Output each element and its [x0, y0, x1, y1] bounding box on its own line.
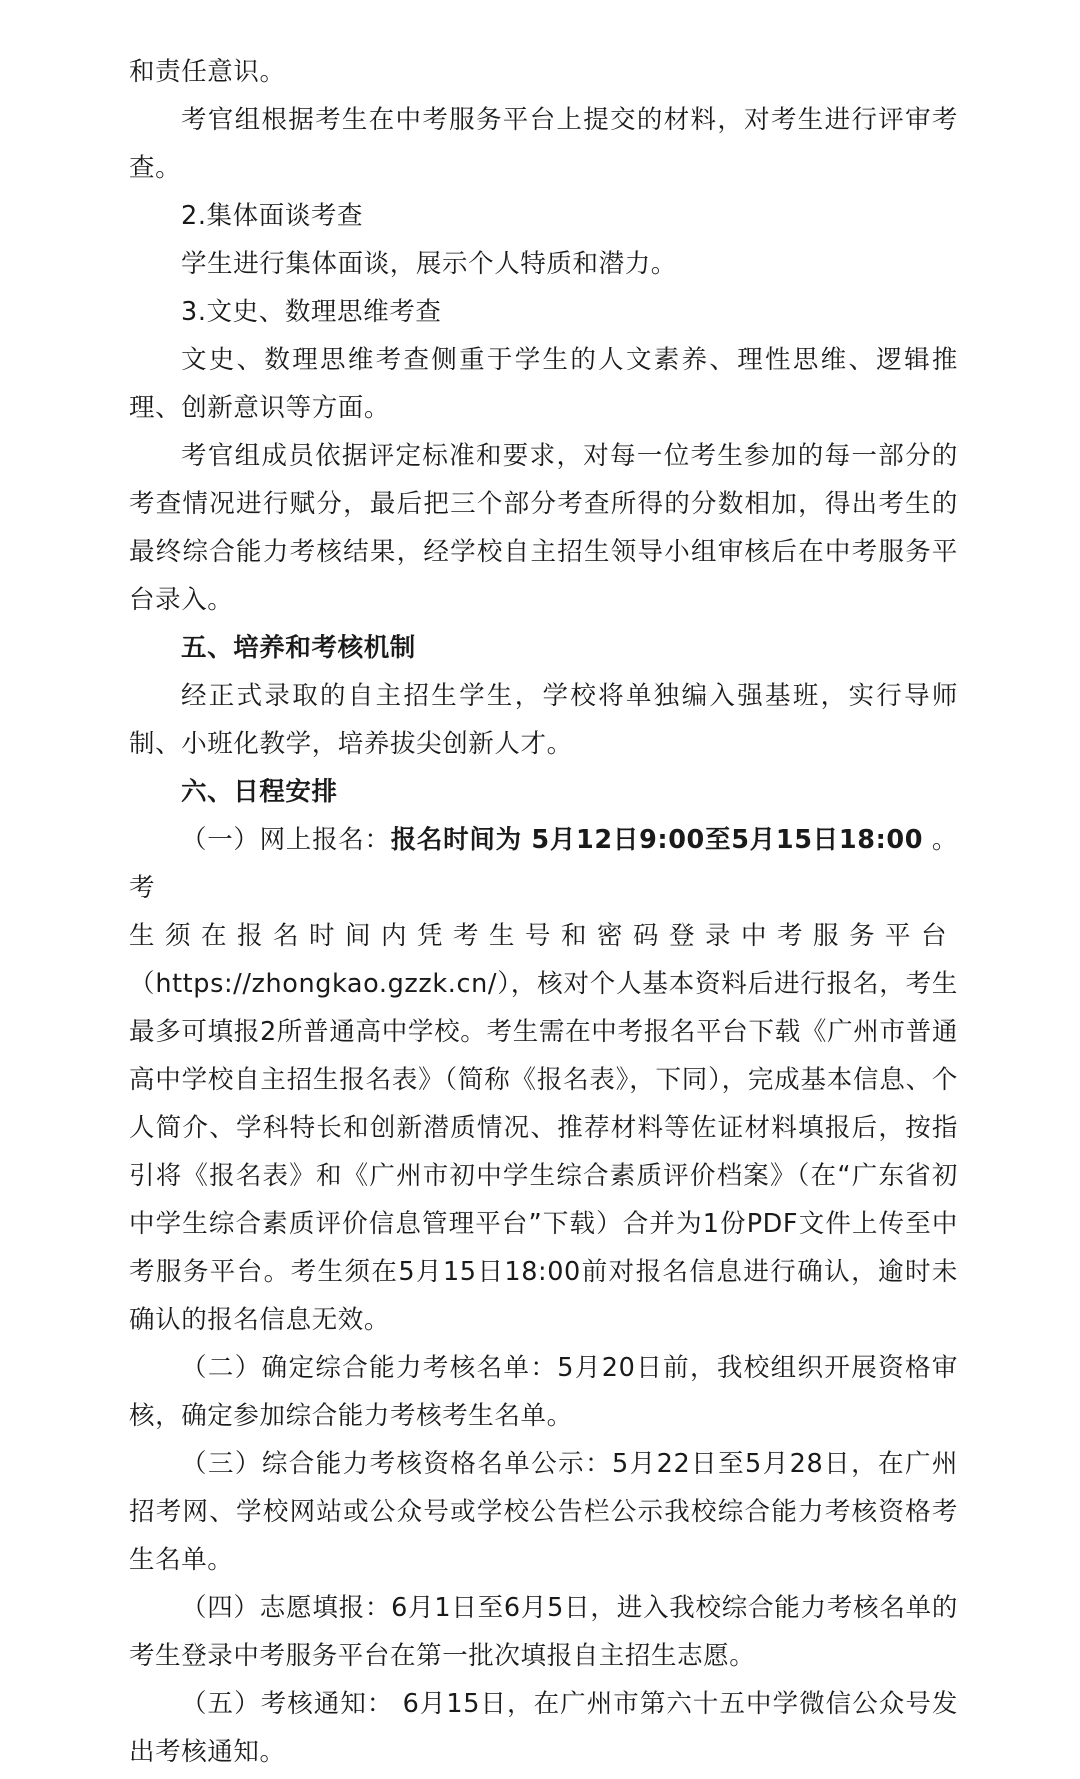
schedule-item-notice: （五）考核通知： 6月15日，在广州市第六十五中学微信公众号发出考核通知。: [129, 1689, 958, 1767]
registration-spread-line: 生须在报名时间内凭考生号和密码登录中考服务平台: [129, 921, 958, 951]
paragraph-training: 经正式录取的自主招生学生，学校将单独编入强基班，实行导师制、小班化教学，培养拔尖创新人才。: [129, 681, 958, 759]
registration-time-bold: 报名时间为 5月12日9:00至5月15日18:00: [390, 825, 924, 855]
subheading-thinking-exam: 3.文史、数理思维考查: [181, 297, 442, 327]
paragraph-thinking-exam: 文史、数理思维考查侧重于学生的人文素养、理性思维、逻辑推理、创新意识等方面。: [129, 345, 958, 423]
subheading-group-interview: 2.集体面谈考查: [181, 201, 364, 231]
registration-details: （https://zhongkao.gzzk.cn/），核对个人基本资料后进行报名，考生最多可填报2所普通高中学校。考生需在中考报名平台下载《广州市普通高中学校自主招生报名表》（简称《报名表》，下同），完成基本信息、个人简介、学科特长和创新潜质情况、推荐材料等佐证材料填报后，按指引将《报名表》和《广州市初中学生综合素质评价档案》（在“广东省初中学生综合素质评价信息管理平台”下载）合并为1份PDF文件上传至中考服务平台。考生须在5月15日18:00前对报名信息进行确认，逾时未确认的报名信息无效。: [129, 969, 958, 1335]
registration-label: （一）网上报名：: [181, 825, 391, 855]
paragraph-group-interview: 学生进行集体面谈，展示个人特质和潜力。: [181, 249, 677, 279]
paragraph-review-materials: 考官组根据考生在中考服务平台上提交的材料，对考生进行评审考查。: [129, 105, 958, 183]
paragraph-continuation: 和责任意识。: [129, 57, 286, 87]
schedule-item-online-registration: [129, 816, 958, 912]
schedule-item-confirm-list: （二）确定综合能力考核名单：5月20日前，我校组织开展资格审核，确定参加综合能力考核考生名单。: [129, 1353, 958, 1431]
paragraph-scoring: 考官组成员依据评定标准和要求，对每一位考生参加的每一部分的考查情况进行赋分，最后把三个部分考查所得的分数相加，得出考生的最终综合能力考核结果，经学校自主招生领导小组审核后在中考服务平台录入。: [129, 441, 958, 615]
schedule-item-publicity: （三）综合能力考核资格名单公示：5月22日至5月28日，在广州招考网、学校网站或公众号或学校公告栏公示我校综合能力考核资格考生名单。: [129, 1449, 958, 1575]
section-heading-schedule: 六、日程安排: [181, 777, 338, 807]
schedule-item-application: （四）志愿填报：6月1日至6月5日，进入我校综合能力考核名单的考生登录中考服务平台在第一批次填报自主招生志愿。: [129, 1593, 958, 1671]
section-heading-training: 五、培养和考核机制: [181, 633, 416, 663]
registration-after-bold: 。考: [129, 825, 958, 903]
